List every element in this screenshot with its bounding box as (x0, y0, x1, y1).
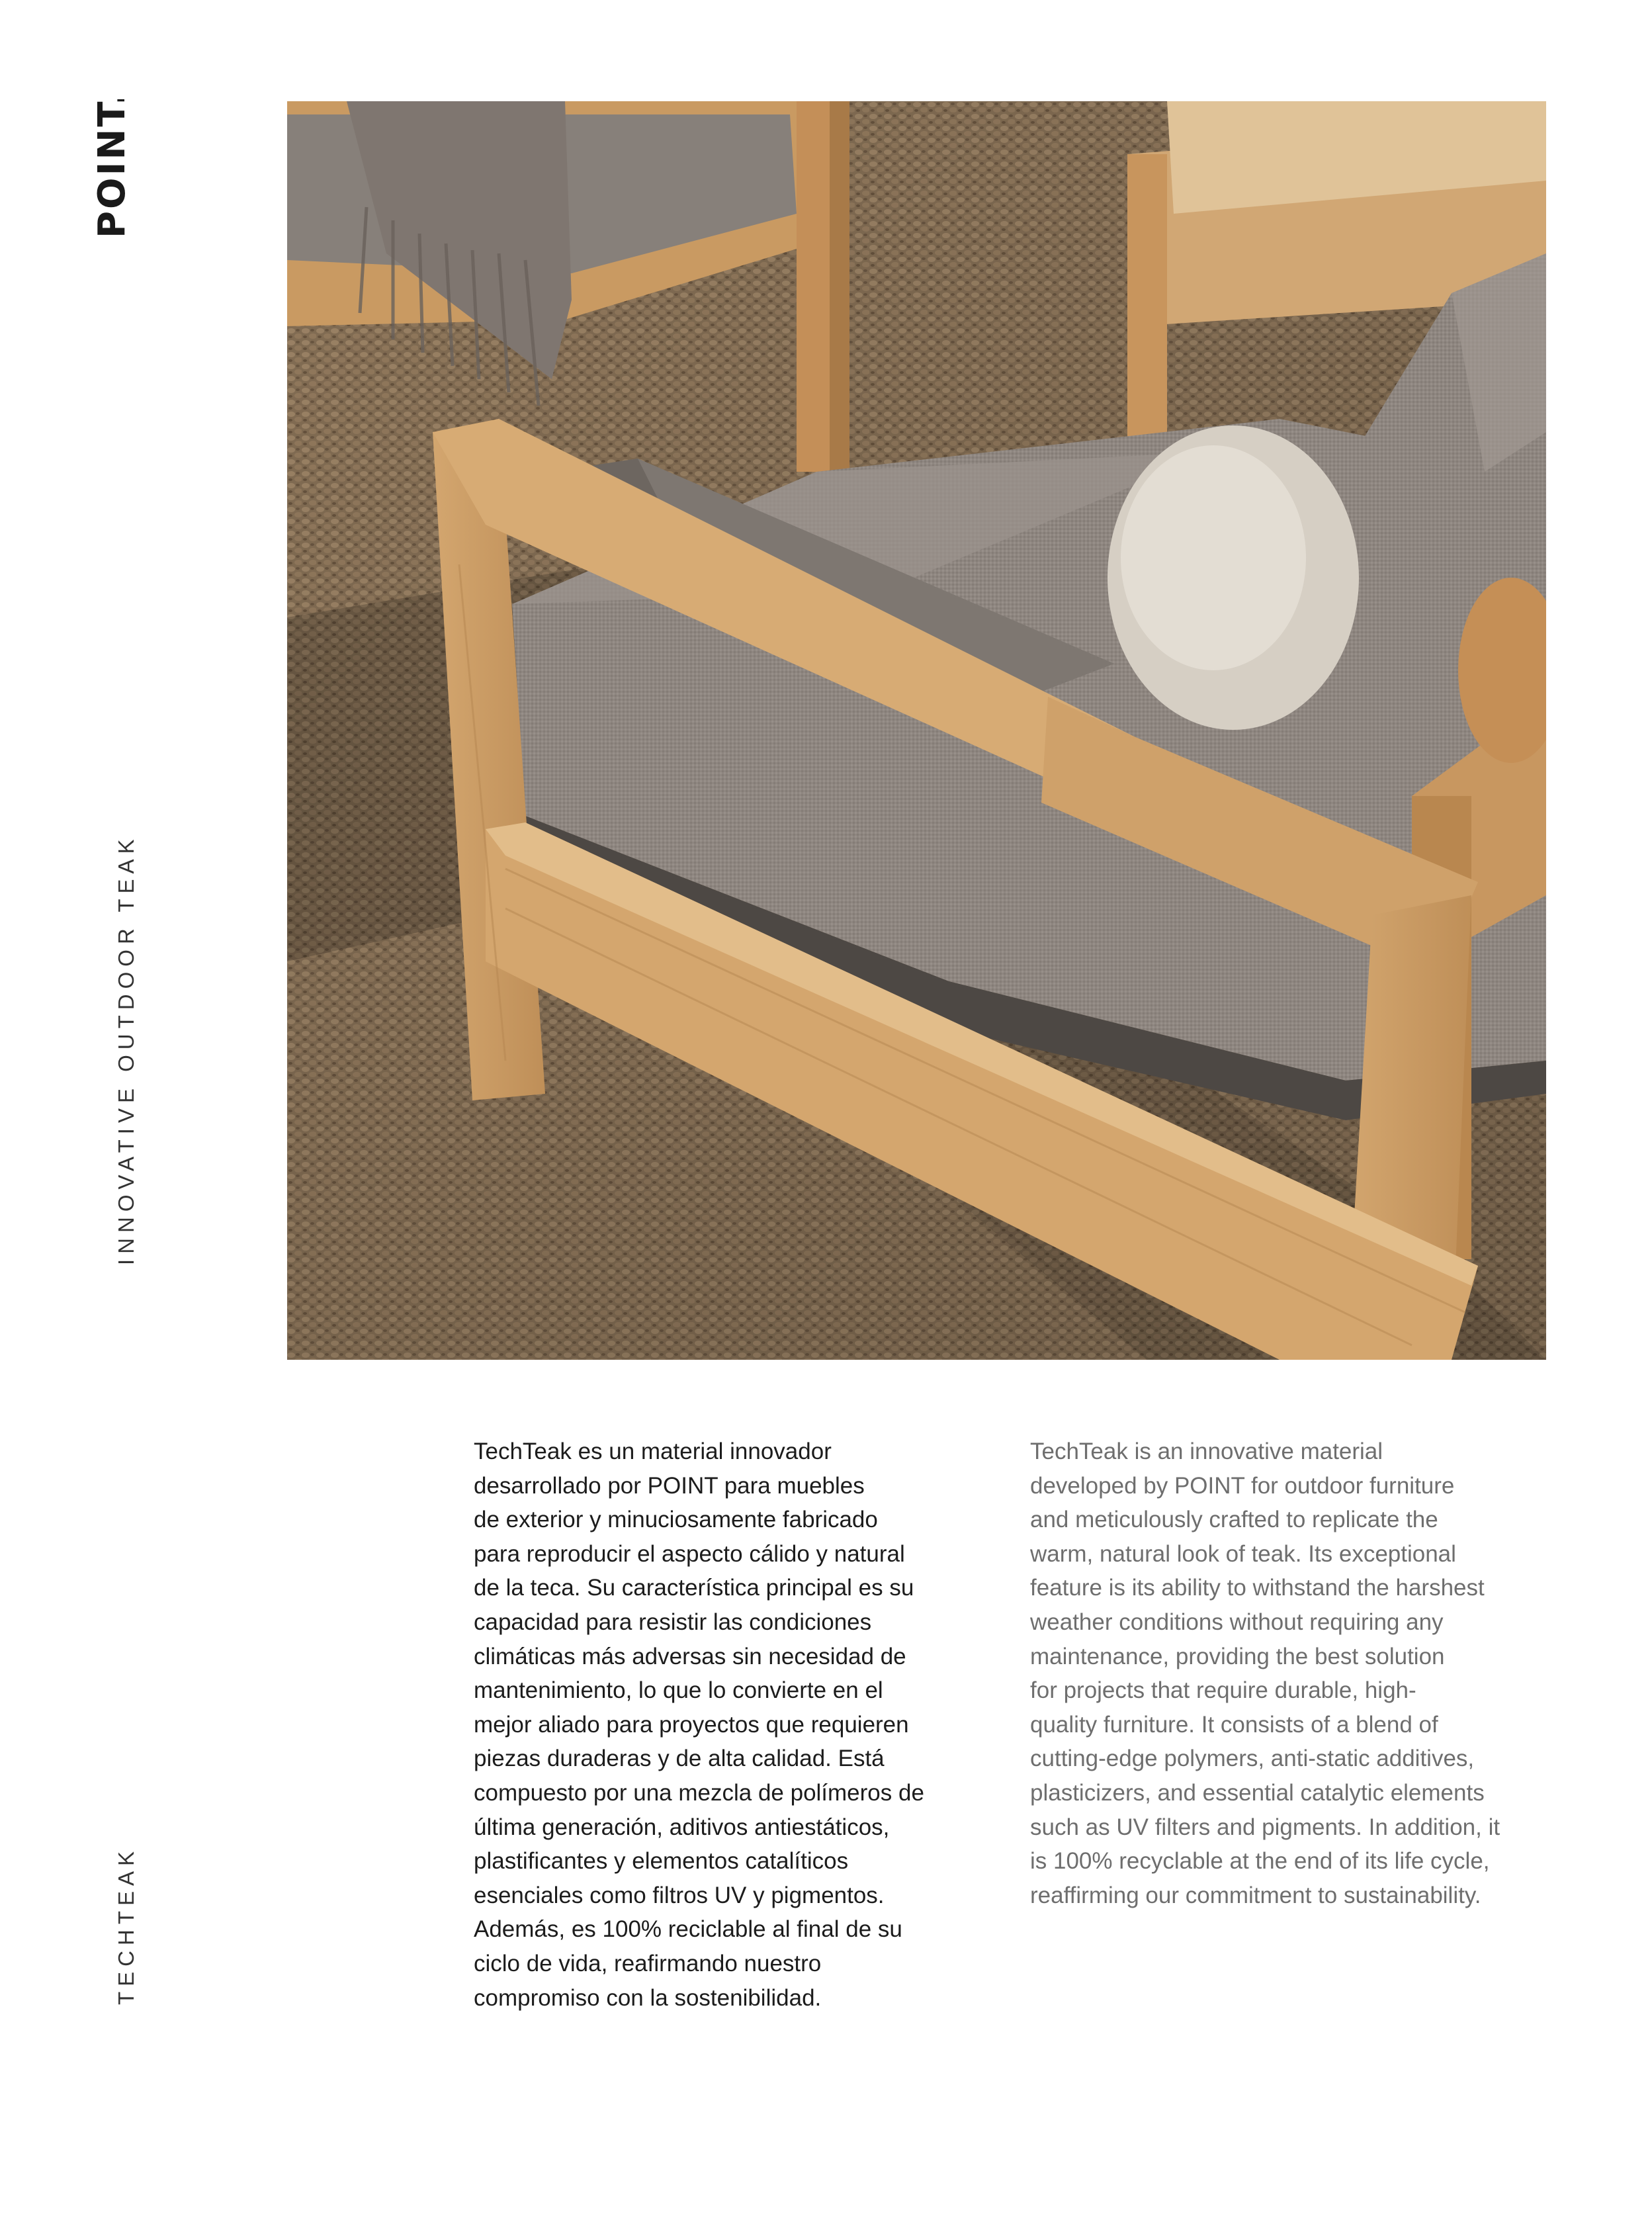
text-line: for projects that require durable, high- (1030, 1677, 1416, 1704)
text-line: desarrollado por POINT para muebles (474, 1472, 865, 1499)
text-line: plastificantes y elementos catalíticos (474, 1848, 849, 1875)
text-line: cutting-edge polymers, anti-static additives, (1030, 1746, 1475, 1772)
body-text-spanish (474, 1435, 990, 2015)
brand-logo-text: POINT. (93, 99, 132, 238)
text-line: plasticizers, and essential catalytic elements (1030, 1779, 1485, 1806)
sidebar-section-label: TECHTEAK (114, 1845, 138, 2005)
sidebar-tagline: INNOVATIVE OUTDOOR TEAK (114, 834, 138, 1265)
text-line: de exterior y minuciosamente fabricado (474, 1507, 878, 1533)
body-text-english (1030, 1435, 1553, 1912)
text-line: TechTeak is an innovative material (1030, 1439, 1383, 1464)
text-line: quality furniture. It consists of a blend of (1030, 1711, 1438, 1738)
text-line: compuesto por una mezcla de polímeros de (474, 1779, 924, 1806)
text-line: is 100% recyclable at the end of its life cycle, (1030, 1848, 1490, 1875)
text-line: such as UV filters and pigments. In addition, it (1030, 1814, 1500, 1840)
text-line: maintenance, providing the best solution (1030, 1643, 1445, 1669)
text-line: última generación, aditivos antiestáticos, (474, 1814, 890, 1840)
text-line: climáticas más adversas sin necesidad de (474, 1643, 906, 1669)
text-line: warm, natural look of teak. Its exceptional (1030, 1540, 1456, 1567)
text-line: para reproducir el aspecto cálido y natural (474, 1540, 905, 1567)
text-line: weather conditions without requiring any (1030, 1609, 1444, 1635)
text-line: mantenimiento, lo que lo convierte en el (474, 1677, 883, 1704)
text-line: esenciales como filtros UV y pigmentos. (474, 1882, 885, 1908)
text-line: reaffirming our commitment to sustainability. (1030, 1882, 1481, 1908)
text-line: ciclo de vida, reafirmando nuestro (474, 1950, 822, 1976)
teak-armchair-photo (287, 101, 1546, 1360)
text-line: piezas duraderas y de alta calidad. Está (474, 1746, 885, 1772)
text-line: and meticulously crafted to replicate the (1030, 1507, 1438, 1533)
brand-logo (93, 99, 132, 238)
text-line: TechTeak es un material innovador (474, 1439, 832, 1464)
brand-logo-mark (93, 99, 132, 238)
text-line: capacidad para resistir las condiciones (474, 1609, 872, 1635)
text-line: feature is its ability to withstand the harshest (1030, 1575, 1485, 1601)
text-line: compromiso con la sostenibilidad. (474, 1984, 822, 2011)
text-line: de la teca. Su característica principal es su (474, 1575, 914, 1601)
text-line: mejor aliado para proyectos que requieren (474, 1711, 909, 1738)
text-line: Además, es 100% reciclable al final de su (474, 1916, 902, 1943)
text-line: developed by POINT for outdoor furniture (1030, 1472, 1455, 1499)
